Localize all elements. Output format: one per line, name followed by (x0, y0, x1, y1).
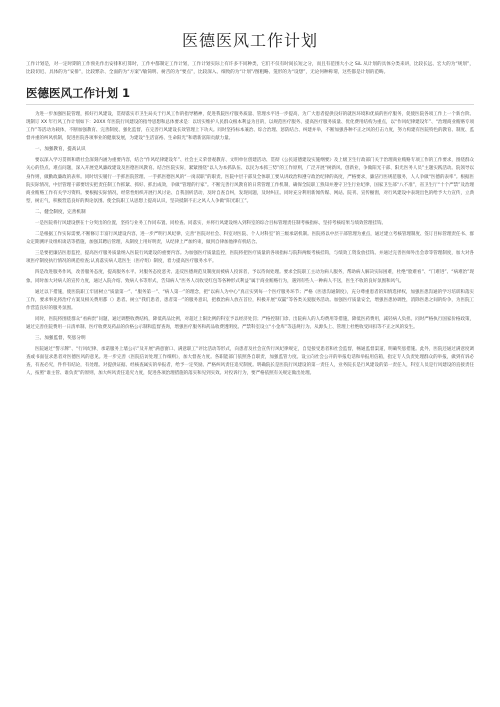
heading-supervision: 三、加强监督，奖惩分明 (35, 336, 86, 342)
paragraph: 一是医院将行风建设摆在十分突出的位置，坚持与业务工作同布置、同检查、同落实，并将行风建设纳入到科室的综合目标管理责任制考核指标，坚持考核结果与绩效管理挂钩。 (35, 220, 386, 226)
paragraph: 四是改进服务作风，改善服务态度，提高服务水平。对服务态度恶劣、违反医德规范及制度而被病人投诉者，予以待岗处理。要求全院职工主动为病人服务，帮助病人解决实际困难，杜绝“脸难看”、“门难进”、“病难治”现象。同时加大对病人的宣传力度，通过入院介绍、致病人书等形式，告知病人“医务人员收受红包等各种形式利益”属于商业贿赂行为，遇到有些人一种病人不送，医生不收的良好氛围和风气。 (26, 270, 474, 284)
intro-paragraph: 工作计划是，对一定时期的工作预先作出安排和打算时，工作中都制定工作计划，工作计划实际上有许多不同种类，它们不仅有时间长短之分，而且有范围大小之 SiL 从计划的具体分类来讲，比较长远、宏大的为“规划”，比较切近、具体的为“安排”，比较繁杂、全面的为“方案”/敏简明、树舌的为“要点”，比较深入、细致的为“计划”/图粗略、笼形的为“设想”，无论何种称谓，这些都是计划的范畴。 (26, 62, 474, 75)
heading-system: 二、健全制度，完善机制 (35, 209, 86, 215)
paragraph: 同时，医院将围绕群众“看病贵”问题，通过调整收费结构，降低药品比例，对超过上限比例的科室予以经济处罚；严格控制门诊、出院病人的人均费用等措施，降低医药费用，减轻病人负担。同时严格执行国家价格政策，通过完善住院费用一日清单制、医疗收费及药品的价格公示制和监督查询，增强医疗服务和药品收费透明度。严禁科室设立“小金库”等违规行为。从源头上、管理上杜绝收受回扣等不正之风的发生。 (26, 316, 474, 330)
paragraph: 要以深入学习贯彻和谐社会深刻内涵为重要内容，结合“作风纪律建设年”、社会主义荣誉观教育、文明单位创建活动、贯彻《公民道德建设实施纲要》及上级卫生行政部门关于治理商业贿赂专项工作的工作要求，围绕群众关心的热点、难点问题，深入开展党风廉政建设及医德医风教育。结合医院实际，紧紧围绕“以人为本抓队伍、以民为本抓三势”的工作原则，广泛开展“树新风、创新业，争做阳光干部、阳光医务人员”主题实践活动。院领导以身作则，做勤政廉政的表率。同时切实履行一手抓医院管理、一手抓医德医风的“一岗双职”的职责。医院中层干部及全体职工要从讲政治和遵守政治纪律的高度，严格要求，廉洁行医规范服务，人人争做“医德的表率”。根据医院实际情况，中层管理干部要切实把责任制工作抓紧、抓好、抓出成效，争做“管理的行家”。不断完善行风教育的日常管理工作机制，确保全院职工熟知并遵守卫生行业纪律，国家卫生部“八不准”，省卫生厅“十个严禁”及治理商业贿赂工作有关学习资料。要根据实际情况，经常性组织开展行风讨论、自我剖析活动，及时自查自纠，发现问题，及时纠正。同时充分利用新闻传媒、网站、院刊、宣传橱窗，对行风建设中表现出色的给予大力宣传，立典型，树正气，积极营造良好的舆论氛围。使全院职工从思想上提高认识，坚决抵制不正之风人人争做“阳光职工”。 (26, 158, 474, 204)
section-intro-paragraph: 为进一步加强医院管理，抓好行风建设，贯彻落实市卫生局关于行风工作的指导精神，促进我院医疗服务质量、管理水平进一步提高，为广大患者提供良好的就医环境和优质的医疗服务，促使医院各项工作上一个新台阶。现制订 XX 年行风工作计划如下：20XX 年医院行风建设的指导思想和总体要求是：以切实维护人民群众根本利益为目的，以规范医疗服务、提高医疗服务质量、优化费用结构为重点，以“作风纪律建设年”、“治理商业贿赂专项工作”等活动为载体，不断加强教育、完善制度、强化监督，在完善行风建设长效管理上下功夫。同时坚持标本兼治、综合治理、惩防结合、纠建并举，不断加强各种不正之风的打击力度，努力构建有医院特色的教育、制度、监督并重的纠风机制，促进医院各项事业的健康发展，为建设“生活富裕、生命阳光”和谐新富阳贡献力量。 (26, 112, 474, 142)
document-title: 医德医风工作计划 (181, 31, 318, 50)
paragraph: 医院通过“警示牌”、“行风纪律、承诺服务上墙公示”及开展“满意窗口、满意职工”评比活动等形式，向患者及社会宣传行风纪律规定，自觉接受患者和社会监督，畅通监督渠道，明确奖惩措施。此外，医院还通过满意度调查或书面征求患者对医德医风的意见。进一步完善《医院信访处理工作细则》，加大督查力度。各职能部门依照各自职责，加强监管力度。设立向社会公开的举报电话和举报用信箱，指定专人负责处理群众的举报，做到有诉必查，有查必究，件件有结论，有处理。对提供证据、经核查属实的举报者，给予一定奖励。严格纠风责任追究制度。明确院长是医院行风建设的第一责任人，业务院长是行风建设的第一责任人，科室人员是行风建设的直接责任人，按照“谁主管、谁负责”的原则，加大纠风责任追究力度，促进各项治理措施的落实和见到实效。对投诉行为，要严格依照有关规定做出处理。 (26, 347, 474, 377)
section-title: 医德医风工作计划 1 (26, 85, 474, 105)
heading-education: 一、加强教育，提高认识 (35, 147, 86, 153)
paragraph: 二是根据工作实际需要,不断修订丰富行风建设内容，进一步严明行风纪律，完善“医院对社会、科室对医院、个人对科室”的三级承诺机制。医院将以中层干部管理为重点，通过建立考核管理制度、签订目标管理责任书、群众定期测评及组织谈话等措施，加强其聘后管理，从制度上用好明责，从纪律上严加约束，做到自律加他律有机结合。 (26, 232, 474, 246)
paragraph: 通过以下措施，使医院职工牢固树立“质量第一”、“服务第一”、“病人第一”的理念，把“以病人为中心”真正实到每一个医疗服务环节；严格《医患沟通制度》，充分尊重患者的知情选择权，加强医患沟通的学习培训和落实工作，要求事先将治疗方案及相关费用都（）患者。树立“我们患者，患者第一”的服务意识，把救治病人放在首位，积极开展“双赢”等各类关爱服务活动。加强医疗质量安全，增强医患协调性，消除医患之间的纷争，为医院工作营造良好的服务氛围。 (26, 289, 474, 311)
paragraph: 三是要把廉洁医患监控，提高医疗服务质量纳入医院行风建设的重要内容。为加强医疗质量监控，医院将把医疗质量的各项指标与院科两级考核挂钩，与绩效工资发放挂钩。并通过完善医师外出会诊等管理制度，加大对各项医疗制度执行情况的规范检查;认真落实病人选医生（医疗组）制度，着力提高医疗服务水平。 (26, 251, 474, 265)
